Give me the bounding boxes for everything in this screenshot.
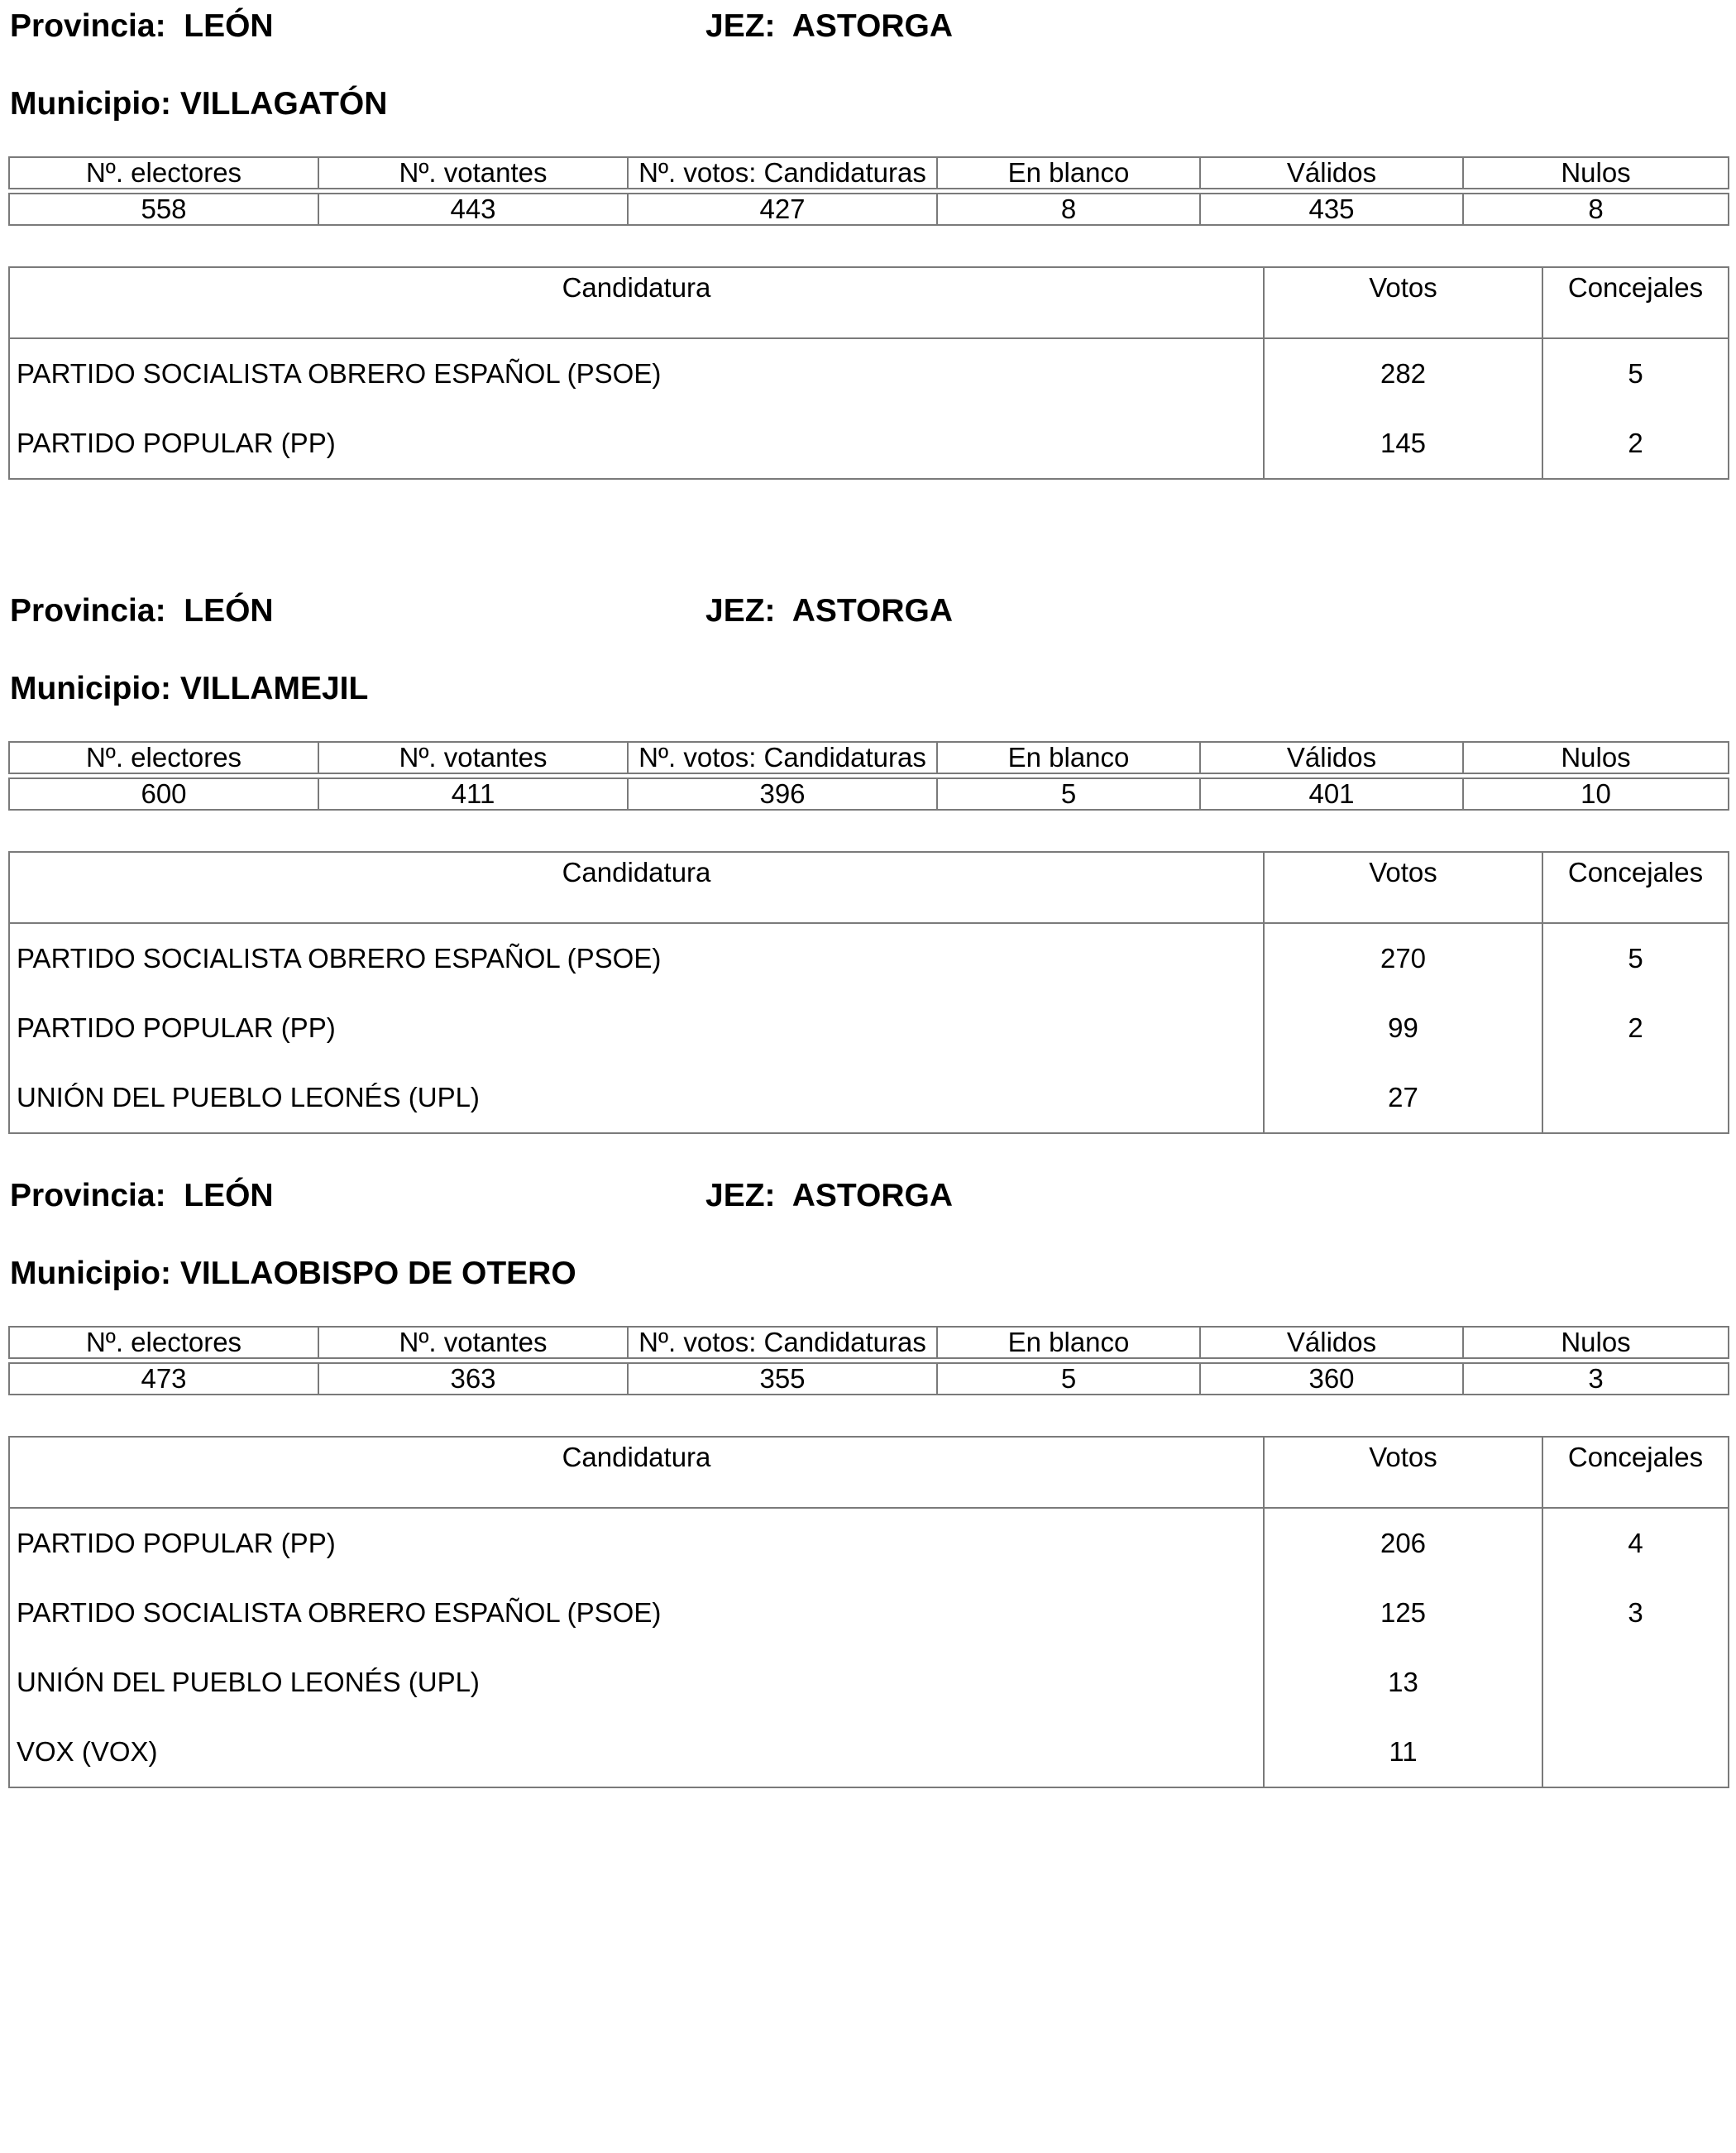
votos-candidaturas-value: 355 — [628, 1363, 937, 1395]
candidatura-votos: 99 — [1264, 993, 1542, 1063]
validos-value: 435 — [1200, 194, 1463, 225]
candidatura-votos: 282 — [1264, 338, 1542, 409]
provincia-value: LEÓN — [184, 8, 274, 44]
candidatura-votos: 27 — [1264, 1063, 1542, 1133]
candidatura-concejales — [1542, 1717, 1729, 1787]
stats-header-row — [9, 157, 1729, 189]
nulos-header: Nulos — [1463, 742, 1729, 773]
provincia-line: Provincia: LEÓN — [10, 1178, 274, 1213]
votantes-header: Nº. votantes — [318, 1327, 628, 1358]
validos-header: Válidos — [1200, 742, 1463, 773]
candidatura-votos: 206 — [1264, 1508, 1542, 1578]
en-blanco-value: 8 — [937, 194, 1200, 225]
jez-line: JEZ: ASTORGA — [705, 1178, 954, 1213]
jez-value: ASTORGA — [791, 593, 954, 629]
nulos-header: Nulos — [1463, 157, 1729, 189]
votantes-value: 363 — [318, 1363, 628, 1395]
votantes-value: 443 — [318, 194, 628, 225]
candidatura-votos: 11 — [1264, 1717, 1542, 1787]
candidatura-name: PARTIDO SOCIALISTA OBRERO ESPAÑOL (PSOE) — [9, 1578, 1264, 1648]
stats-table — [8, 741, 1729, 811]
candidatura-name: PARTIDO POPULAR (PP) — [9, 1508, 1264, 1578]
table-row — [9, 993, 1729, 1063]
votos-header: Votos — [1264, 1437, 1542, 1508]
validos-header: Válidos — [1200, 1327, 1463, 1358]
validos-value: 401 — [1200, 778, 1463, 810]
electores-header: Nº. electores — [9, 1327, 318, 1358]
municipio-value: VILLAOBISPO DE OTERO — [179, 1256, 576, 1291]
municipio-line: Municipio: VILLAMEJIL — [10, 671, 369, 706]
candidatura-votos: 145 — [1264, 409, 1542, 479]
candidaturas-table — [8, 266, 1729, 480]
nulos-value: 8 — [1463, 194, 1729, 225]
candidatura-concejales: 5 — [1542, 338, 1729, 409]
electores-header: Nº. electores — [9, 157, 318, 189]
votos-candidaturas-value: 427 — [628, 194, 937, 225]
provincia-value: LEÓN — [184, 1178, 274, 1213]
candidatura-header: Candidatura — [9, 1437, 1264, 1508]
jez-value: ASTORGA — [791, 1178, 954, 1213]
candidatura-concejales: 2 — [1542, 993, 1729, 1063]
candidatura-votos: 125 — [1264, 1578, 1542, 1648]
en-blanco-header: En blanco — [937, 157, 1200, 189]
votos-header: Votos — [1264, 267, 1542, 338]
nulos-header: Nulos — [1463, 1327, 1729, 1358]
municipio-line: Municipio: VILLAOBISPO DE OTERO — [10, 1256, 576, 1291]
candidatura-concejales: 2 — [1542, 409, 1729, 479]
en-blanco-value: 5 — [937, 1363, 1200, 1395]
en-blanco-header: En blanco — [937, 742, 1200, 773]
provincia-line: Provincia: LEÓN — [10, 8, 274, 44]
table-row — [9, 338, 1729, 409]
stats-value-row — [9, 194, 1729, 225]
jez-value: ASTORGA — [791, 8, 954, 44]
candidaturas-table — [8, 1436, 1729, 1788]
stats-value-row — [9, 778, 1729, 810]
candidatura-concejales — [1542, 1063, 1729, 1133]
en-blanco-header: En blanco — [937, 1327, 1200, 1358]
table-row — [9, 1063, 1729, 1133]
stats-header-row — [9, 742, 1729, 773]
votantes-header: Nº. votantes — [318, 157, 628, 189]
stats-header-row — [9, 1327, 1729, 1358]
candidaturas-header-row — [9, 852, 1729, 923]
municipio-value: VILLAGATÓN — [179, 86, 388, 122]
candidatura-votos: 13 — [1264, 1648, 1542, 1717]
candidatura-concejales: 5 — [1542, 923, 1729, 993]
en-blanco-value: 5 — [937, 778, 1200, 810]
votos-candidaturas-header: Nº. votos: Candidaturas — [628, 742, 937, 773]
validos-header: Válidos — [1200, 157, 1463, 189]
stats-table — [8, 1326, 1729, 1395]
candidatura-name: PARTIDO SOCIALISTA OBRERO ESPAÑOL (PSOE) — [9, 338, 1264, 409]
municipio-line: Municipio: VILLAGATÓN — [10, 86, 388, 122]
candidatura-name: VOX (VOX) — [9, 1717, 1264, 1787]
candidatura-name: PARTIDO POPULAR (PP) — [9, 409, 1264, 479]
nulos-value: 10 — [1463, 778, 1729, 810]
electores-header: Nº. electores — [9, 742, 318, 773]
electores-value: 558 — [9, 194, 318, 225]
votos-header: Votos — [1264, 852, 1542, 923]
candidatura-header: Candidatura — [9, 852, 1264, 923]
votantes-value: 411 — [318, 778, 628, 810]
concejales-header: Concejales — [1542, 852, 1729, 923]
concejales-header: Concejales — [1542, 1437, 1729, 1508]
electores-value: 473 — [9, 1363, 318, 1395]
candidaturas-header-row — [9, 1437, 1729, 1508]
candidatura-header: Candidatura — [9, 267, 1264, 338]
candidatura-concejales: 3 — [1542, 1578, 1729, 1648]
table-row — [9, 1578, 1729, 1648]
stats-value-row — [9, 1363, 1729, 1395]
provincia-value: LEÓN — [184, 593, 274, 629]
candidatura-name: UNIÓN DEL PUEBLO LEONÉS (UPL) — [9, 1063, 1264, 1133]
validos-value: 360 — [1200, 1363, 1463, 1395]
votos-candidaturas-header: Nº. votos: Candidaturas — [628, 157, 937, 189]
jez-line: JEZ: ASTORGA — [705, 593, 954, 629]
table-row — [9, 1717, 1729, 1787]
table-row — [9, 1508, 1729, 1578]
jez-line: JEZ: ASTORGA — [705, 8, 954, 44]
candidaturas-header-row — [9, 267, 1729, 338]
candidatura-name: PARTIDO POPULAR (PP) — [9, 993, 1264, 1063]
electores-value: 600 — [9, 778, 318, 810]
candidatura-votos: 270 — [1264, 923, 1542, 993]
votos-candidaturas-value: 396 — [628, 778, 937, 810]
votos-candidaturas-header: Nº. votos: Candidaturas — [628, 1327, 937, 1358]
candidatura-name: UNIÓN DEL PUEBLO LEONÉS (UPL) — [9, 1648, 1264, 1717]
stats-table — [8, 156, 1729, 226]
votantes-header: Nº. votantes — [318, 742, 628, 773]
table-row — [9, 1648, 1729, 1717]
candidaturas-table — [8, 851, 1729, 1134]
candidatura-concejales: 4 — [1542, 1508, 1729, 1578]
concejales-header: Concejales — [1542, 267, 1729, 338]
candidatura-name: PARTIDO SOCIALISTA OBRERO ESPAÑOL (PSOE) — [9, 923, 1264, 993]
provincia-line: Provincia: LEÓN — [10, 593, 274, 629]
table-row — [9, 409, 1729, 479]
nulos-value: 3 — [1463, 1363, 1729, 1395]
table-row — [9, 923, 1729, 993]
municipio-value: VILLAMEJIL — [179, 671, 369, 706]
candidatura-concejales — [1542, 1648, 1729, 1717]
